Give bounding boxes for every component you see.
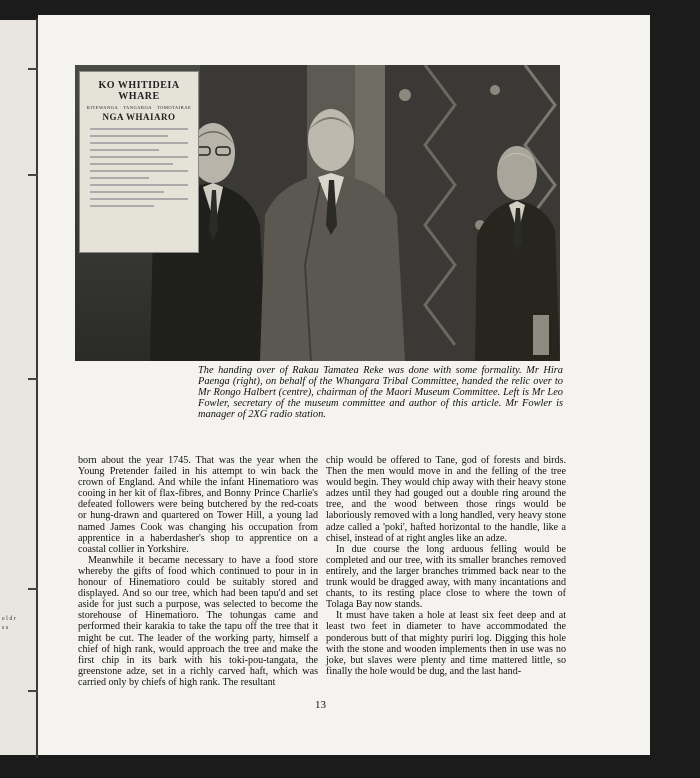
carved-house-sign (79, 71, 199, 253)
article-column-right (326, 455, 566, 677)
page-number: 13 (315, 699, 326, 711)
magazine-page (38, 15, 650, 755)
sign-text-lines (90, 128, 188, 207)
photo-caption: The handing over of Rakau Tamatea Reke was done with some formality. Mr Hira Paenga (right), on behalf of the Whangara Tribal Committee, handed the relic over to Mr Rongo Halbert (centre), chairman of the Maori Museum Committee. Left is Mr Leo Fowler, secretary of the museum committee and author of this article. Mr Fowler is manager of 2XG radio station. (198, 365, 563, 420)
paragraph: It must have taken a hole at least six feet deep and at least two feet in diameter to have accommodated the ponderous butt of that mighty puriri log. Digging this hole with the stone and wooden implements then in use was no joke, but slaves were plenty and time mattered little, so finally the hole would be dug, and the last hand- (326, 610, 566, 677)
sign-subtitle: KITEWANGA · TANGAROA · TOMOTAIRAE (86, 105, 192, 110)
photograph (75, 65, 560, 361)
previous-page-text: e l d r s s (2, 616, 16, 631)
paragraph: In due course the long arduous felling would be completed and our tree, with its smaller branches removed entirely, and the larger branches trimmed back near to the trunk would be dragged away, with many incantations and chants, to its resting place close to where the town of Tolaga Bay now stands. (326, 543, 566, 611)
sign-heading: NGA WHAIARO (102, 112, 176, 122)
previous-page-edge (0, 20, 38, 755)
article-column-left (78, 455, 318, 688)
paragraph: Meanwhile it became necessary to have a food store whereby the gifts of food which continued to pour in in honour of Hinematioro could be suitably stored and displayed. And so our tree, which had been tapu'd and set aside for just such a purpose, was selected to become the storehouse of Hinematioro. The tohungas came and performed their karakia to take the tapu off the tree that it might be cut. The leader of the working party, himself a chief of high rank, would approach the tree and make the first chip in its bark with his toki-pou-tangata, the greenstone adze, set in a richly carved haft, which was carried only by chiefs of high rank. The resultant (78, 554, 318, 688)
sign-title: KO WHITIDEIA WHARE (98, 80, 180, 102)
paragraph: chip would be offered to Tane, god of forests and birds. Then the men would move in and the felling of the tree would begin. They would chip away with their heavy stone adzes until they had gouged out a double ring around the tree, and the wood between those rings would be laboriously removed with a long handled, very heavy stone adze called a 'poki', hafted horizontal to the handle, like a chisel, instead of at right angles like an adze. (326, 455, 566, 544)
paragraph: born about the year 1745. That was the year when the Young Pretender failed in his attempt to win back the crown of England. And while the infant Hinematioro was cooing in her kit of flax-fibres, and Bonny Prince Charlie's defeated followers were being butchered by the red-coats or hung-drawn and quartered on Tower Hill, a young lad named James Cook was changing his occupation from apprentice in a haberdasher's shop to apprentice on a coastal collier in Yorkshire. (78, 455, 318, 555)
